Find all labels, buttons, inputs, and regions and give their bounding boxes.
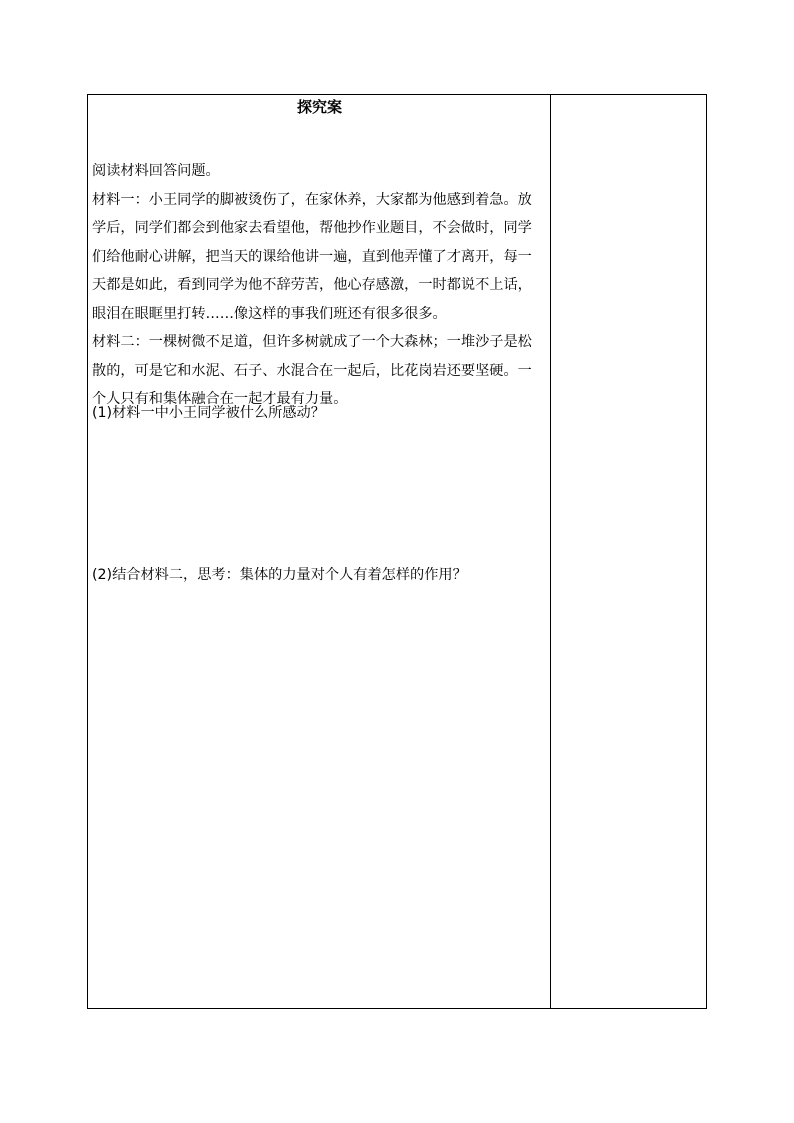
page-title: 探究案: [296, 98, 342, 116]
worksheet-table: [87, 94, 707, 1009]
notes-cell: [551, 95, 706, 1008]
material-two-text: 材料二：一棵树微不足道，但许多树就成了一个大森林；一堆沙子是松散的，可是它和水泥、石子、水混合在一起后，比花岗岩还要坚硬。一个人只有和集体融合在一起才最有力量。: [92, 334, 532, 407]
question-one: (1)材料一中小王同学被什么所感动？: [92, 405, 325, 421]
instruction-text: 阅读材料回答问题。: [92, 163, 220, 179]
reading-material: [92, 157, 544, 414]
material-one-text: 材料一：小王同学的脚被烫伤了，在家休养，大家都为他感到着急。放学后，同学们都会到他家去看望他，帮他抄作业题目，不会做时，同学们给他耐心讲解，把当天的课给他讲一遍，直到他弄懂了才离开，每一天都是如此，看到同学为他不辞劳苦，他心存感激，一时都说不上话，眼泪在眼眶里打转……像这样的事我们班还有很多很多。: [92, 191, 532, 322]
question-two: (2)结合材料二，思考：集体的力量对个人有着怎样的作用？: [92, 567, 467, 583]
content-cell: [88, 95, 551, 1008]
